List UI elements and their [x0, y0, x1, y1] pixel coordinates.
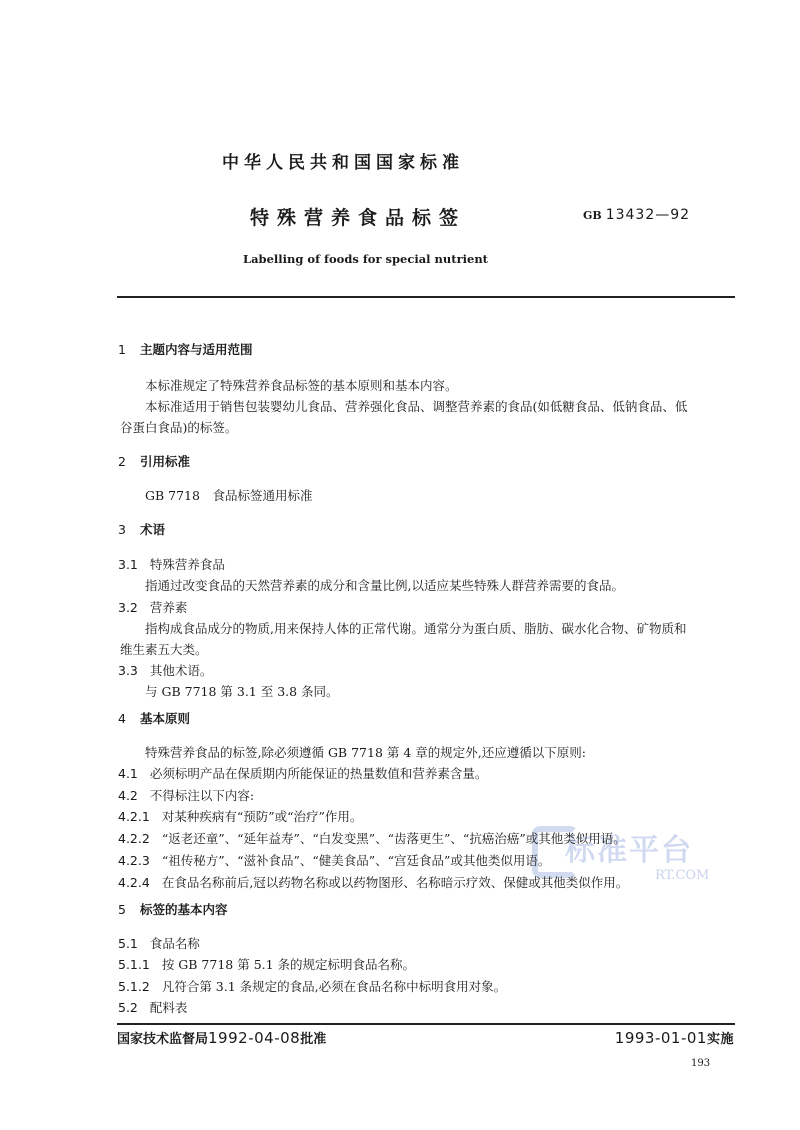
- clause-title: 食品名称: [149, 936, 200, 951]
- clause-text: 按 GB 7718 第 5.1 条的规定标明食品名称。: [161, 957, 416, 972]
- clause-4-2: [118, 786, 254, 804]
- clause-title: 其他术语。: [149, 663, 213, 678]
- clause-title: 营养素: [149, 600, 188, 615]
- clause-number: 5.1.2: [118, 979, 150, 994]
- clause-3-2-text-cont: 维生素五大类。: [120, 642, 208, 657]
- effective-date: 1993-01-01: [614, 1029, 707, 1047]
- approval-date: 1992-04-08: [208, 1029, 301, 1047]
- clause-3-3: [118, 661, 212, 679]
- document-title-cn: 特殊营养食品标签: [250, 207, 467, 229]
- section-number: 3: [118, 522, 126, 537]
- clause-4-2-2: [118, 829, 626, 847]
- section-1-paragraph-2-cont: 谷蛋白食品)的标签。: [120, 420, 238, 435]
- clause-number: 4.2.3: [118, 853, 150, 868]
- clause-5-2: [118, 998, 187, 1016]
- clause-4-1: [118, 764, 487, 782]
- clause-number: 4.2.4: [118, 875, 150, 890]
- clause-number: 3.1: [118, 557, 138, 572]
- clause-5-1-2: [118, 977, 506, 995]
- clause-text: 对某种疾病有“预防”或“治疗”作用。: [161, 809, 363, 824]
- clause-3-1-text: 指通过改变食品的天然营养素的成分和含量比例,以适应某些特殊人群营养需要的食品。: [145, 578, 624, 593]
- clause-5-1: [118, 934, 200, 952]
- clause-3-2-text: 指构成食品成分的物质,用来保持人体的正常代谢。通常分为蛋白质、脂肪、碳水化合物、矿物质和: [145, 621, 687, 636]
- section-number: 1: [118, 342, 126, 357]
- clause-text: 必须标明产品在保质期内所能保证的热量数值和营养素含量。: [149, 766, 488, 781]
- approving-authority: 国家技术监督局: [117, 1032, 209, 1047]
- section-3-heading: [118, 520, 165, 538]
- clause-3-1: [118, 555, 225, 573]
- clause-text: “祖传秘方”、“滋补食品”、“健美食品”、“宫廷食品”或其他类似用语。: [161, 853, 551, 868]
- clause-text: 凡符合第 3.1 条规定的食品,必须在食品名称中标明食用对象。: [161, 979, 507, 994]
- clause-number: 4.1: [118, 766, 138, 781]
- header-divider: [117, 296, 735, 298]
- clause-number: 5.1.1: [118, 957, 150, 972]
- section-title: 基本原则: [140, 711, 191, 726]
- section-4-intro: 特殊营养食品的标签,除必须遵循 GB 7718 第 4 章的规定外,还应遵循以下原则:: [145, 745, 586, 760]
- clause-number: 5.1: [118, 936, 138, 951]
- effective-info: [615, 1028, 734, 1047]
- section-2-reference: GB 7718 食品标签通用标准: [145, 488, 313, 503]
- section-1-paragraph-2: 本标准适用于销售包装婴幼儿食品、营养强化食品、调整营养素的食品(如低糖食品、低钠食品、低: [145, 399, 688, 414]
- effective-label: 实施: [706, 1032, 734, 1047]
- clause-title: 特殊营养食品: [149, 557, 225, 572]
- section-title: 主题内容与适用范围: [140, 342, 253, 357]
- clause-4-2-4: [118, 873, 628, 891]
- footer-divider: [117, 1023, 735, 1025]
- section-2-heading: [118, 452, 190, 470]
- clause-text: 不得标注以下内容:: [149, 788, 255, 803]
- standard-code: [583, 207, 690, 223]
- section-1-heading: [118, 340, 253, 358]
- clause-number: 4.2.2: [118, 831, 150, 846]
- national-standard-heading: 中华人民共和国国家标准: [222, 153, 464, 173]
- approval-label: 批准: [300, 1032, 327, 1047]
- clause-3-3-text: 与 GB 7718 第 3.1 至 3.8 条同。: [145, 684, 339, 699]
- clause-title: 配料表: [149, 1000, 188, 1015]
- clause-number: 4.2.1: [118, 809, 150, 824]
- section-number: 5: [118, 902, 126, 917]
- section-number: 2: [118, 454, 126, 469]
- clause-text: “返老还童”、“延年益寿”、“白发变黑”、“齿落更生”、“抗癌治癌”或其他类似用语。: [161, 831, 626, 846]
- section-title: 引用标准: [140, 454, 191, 469]
- section-1-paragraph-1: 本标准规定了特殊营养食品标签的基本原则和基本内容。: [145, 378, 458, 393]
- section-4-heading: [118, 709, 190, 727]
- section-5-heading: [118, 900, 228, 918]
- clause-5-1-1: [118, 955, 415, 973]
- standard-prefix: GB: [583, 209, 602, 222]
- clause-4-2-3: [118, 851, 550, 869]
- clause-4-2-1: [118, 807, 362, 825]
- section-title: 术语: [140, 522, 166, 537]
- section-number: 4: [118, 711, 126, 726]
- watermark-subtext: RT.COM: [655, 868, 710, 883]
- clause-text: 在食品名称前后,冠以药物名称或以药物图形、名称暗示疗效、保健或其他类似作用。: [161, 875, 629, 890]
- document-title-en: Labelling of foods for special nutrient: [243, 252, 488, 266]
- clause-number: 5.2: [118, 1000, 138, 1015]
- clause-number: 3.3: [118, 663, 138, 678]
- approval-info: [117, 1028, 326, 1047]
- watermark-text: 标准平台: [565, 833, 693, 868]
- section-title: 标签的基本内容: [140, 902, 228, 917]
- standard-number: 13432—92: [605, 207, 691, 223]
- page-number: 193: [691, 1058, 711, 1069]
- clause-number: 4.2: [118, 788, 138, 803]
- clause-number: 3.2: [118, 600, 138, 615]
- clause-3-2: [118, 598, 187, 616]
